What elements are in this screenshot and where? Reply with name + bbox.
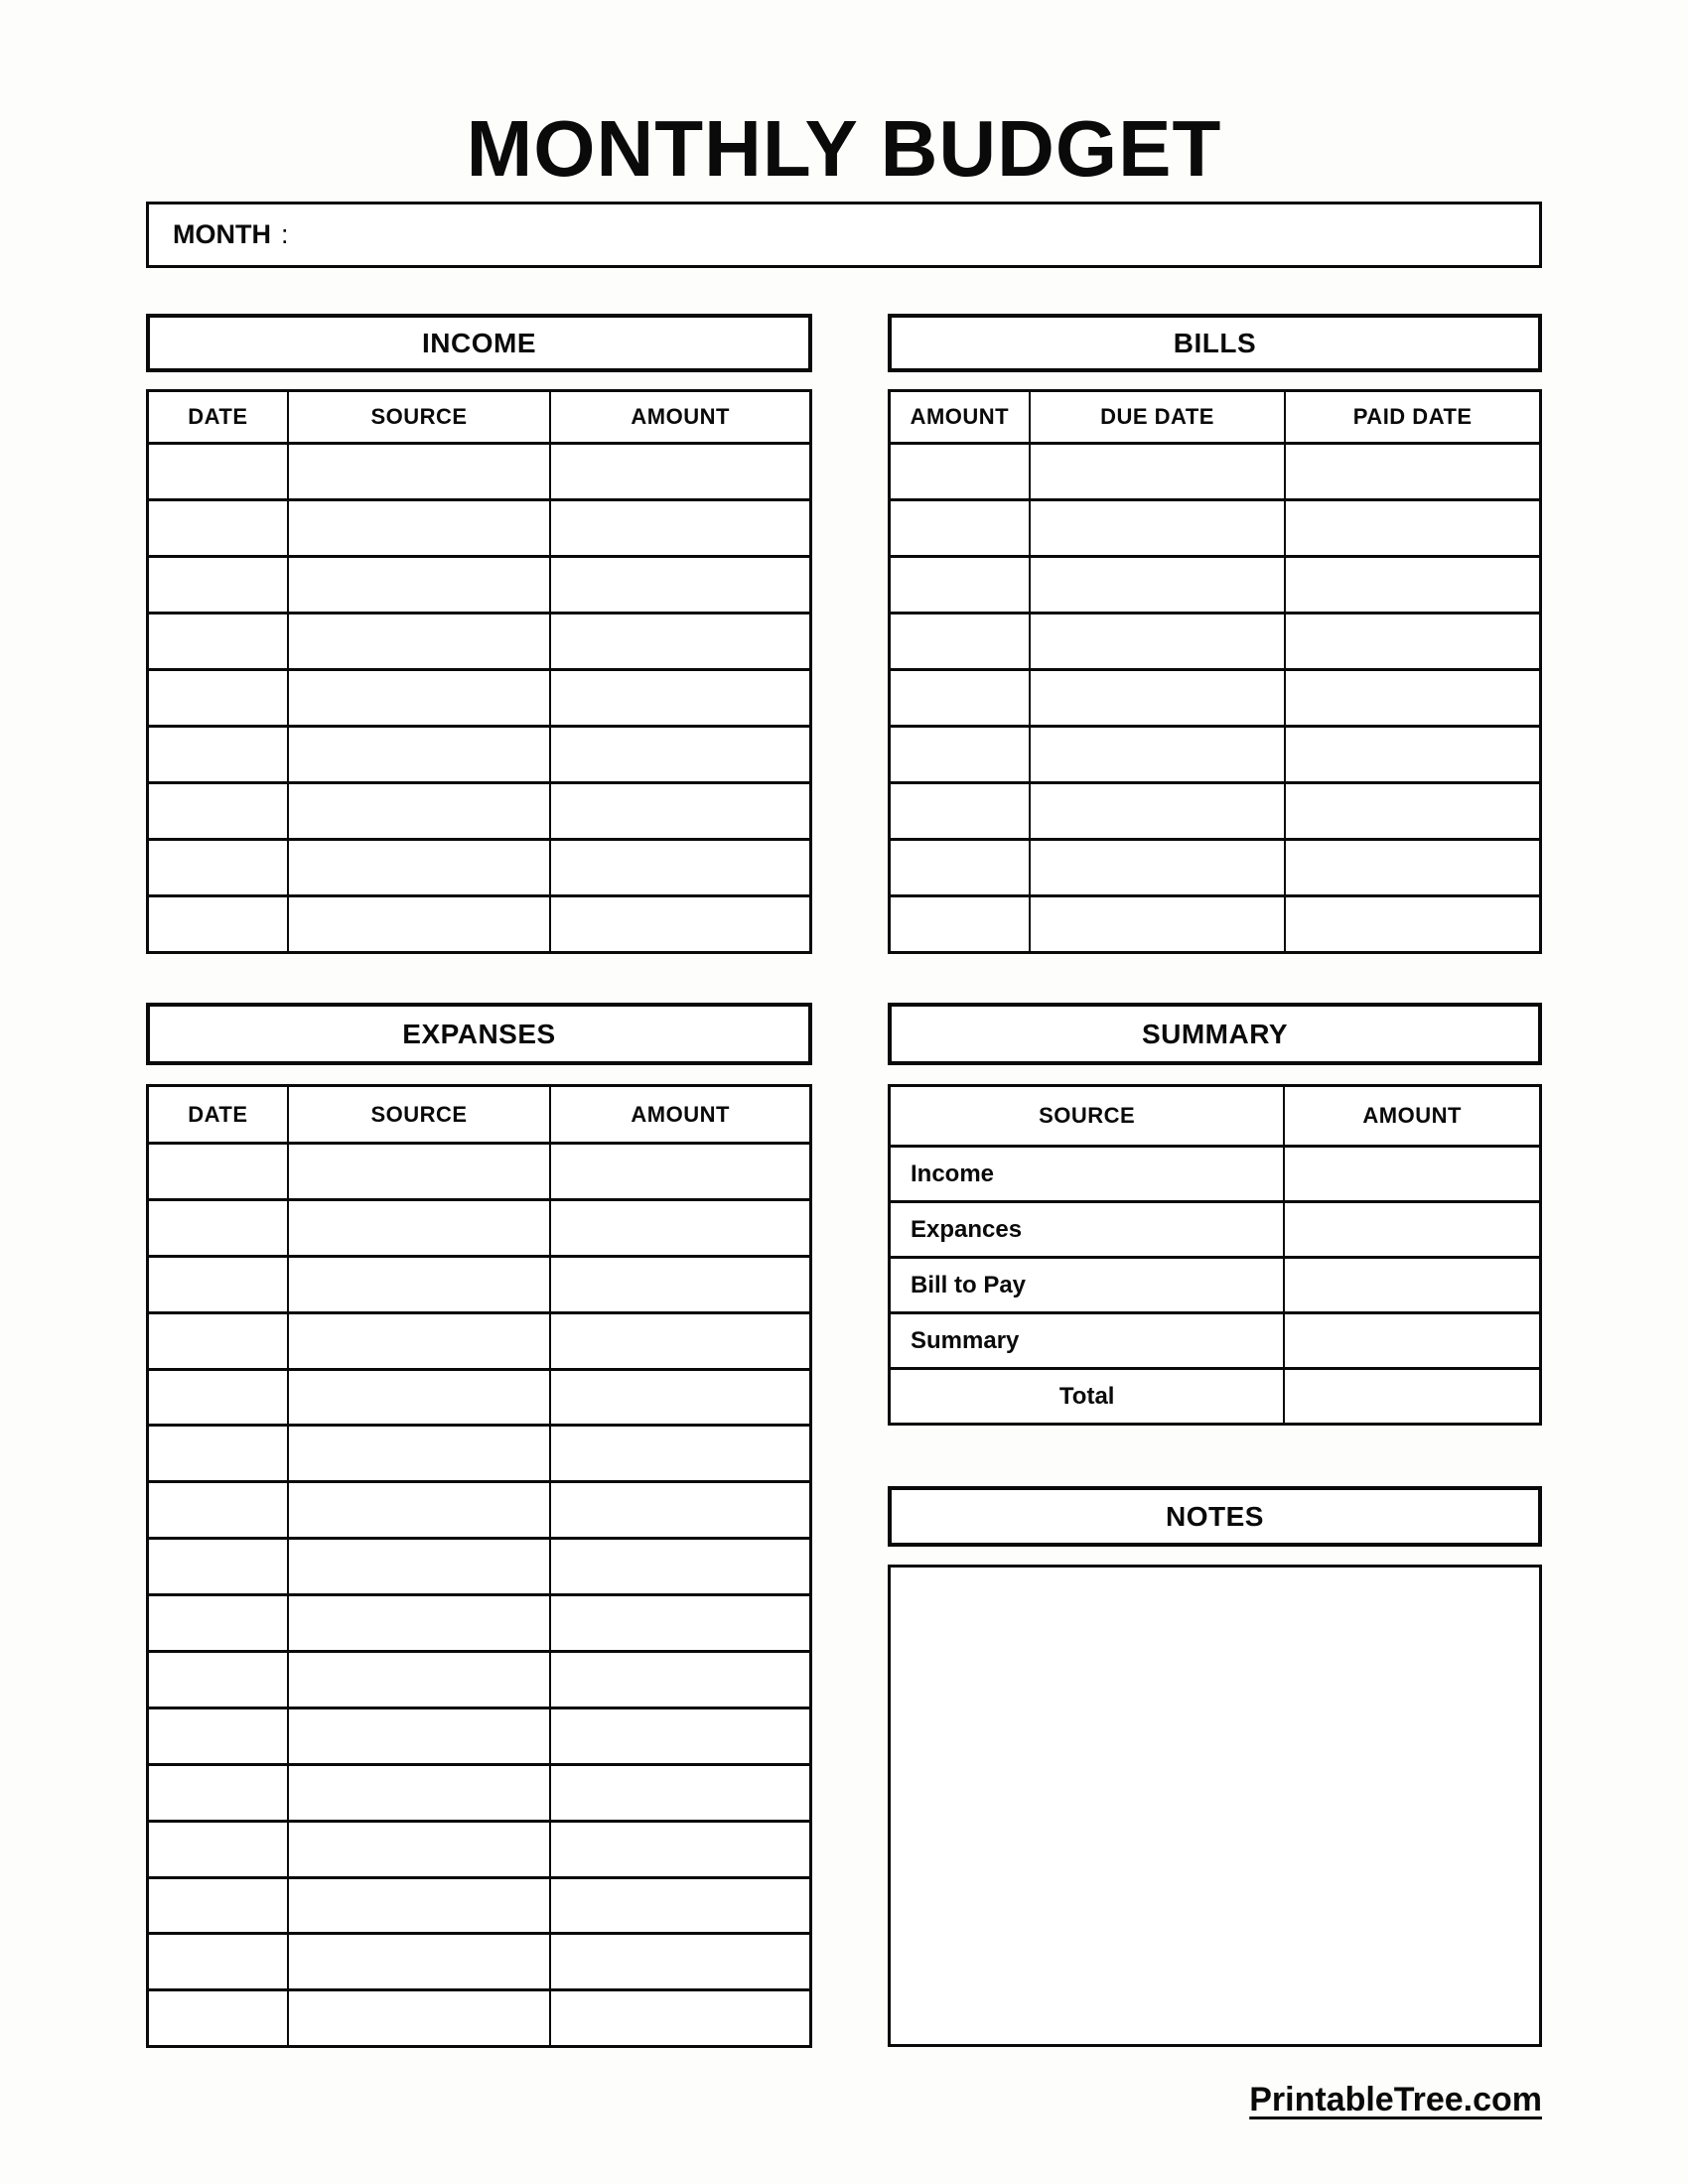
table-cell (1284, 668, 1539, 725)
table-cell (891, 555, 1029, 612)
table-cell (287, 1820, 550, 1876)
table-cell (1029, 781, 1285, 838)
table-cell (287, 1763, 550, 1820)
table-cell (149, 781, 287, 838)
table-cell (1029, 894, 1285, 951)
summary-row-label: Summary (891, 1311, 1283, 1367)
table-cell (287, 1932, 550, 1988)
table-cell (1284, 555, 1539, 612)
table-cell (149, 442, 287, 498)
table-cell (1284, 612, 1539, 668)
table-cell (549, 781, 809, 838)
table-cell (549, 1255, 809, 1311)
column-header: DATE (188, 1101, 248, 1127)
column-header: AMOUNT (549, 392, 809, 442)
table-cell (549, 442, 809, 498)
table-cell (149, 1537, 287, 1593)
table-cell (549, 1932, 809, 1988)
table-cell (149, 1480, 287, 1537)
table-cell (287, 1311, 550, 1368)
table-cell (149, 555, 287, 612)
table-cell (1283, 1145, 1539, 1200)
table-cell (287, 1706, 550, 1763)
column-header: DATE (188, 404, 248, 429)
page-title: MONTHLY BUDGET (466, 104, 1222, 193)
table-cell (1029, 725, 1285, 781)
table-cell (287, 894, 550, 951)
table-cell (1283, 1200, 1539, 1256)
table-cell (549, 498, 809, 555)
summary-row-label: Bill to Pay (891, 1256, 1283, 1311)
table-cell (1284, 894, 1539, 951)
summary-total-label: Total (891, 1367, 1283, 1423)
table-cell (287, 1480, 550, 1537)
table-cell (287, 555, 550, 612)
table-cell (287, 1368, 550, 1425)
table-cell (149, 1820, 287, 1876)
table-cell (287, 1537, 550, 1593)
table-cell (1029, 498, 1285, 555)
table-cell (149, 1424, 287, 1480)
table-cell (287, 725, 550, 781)
column-header: AMOUNT (549, 1087, 809, 1142)
column-header: SOURCE (1039, 1103, 1136, 1128)
table-cell (549, 1368, 809, 1425)
table-cell (1284, 838, 1539, 894)
table-cell (1284, 442, 1539, 498)
table-cell (287, 612, 550, 668)
table-cell (549, 1537, 809, 1593)
table-cell (549, 1593, 809, 1650)
table-cell (549, 1424, 809, 1480)
table-cell (891, 498, 1029, 555)
table-cell (1283, 1311, 1539, 1367)
table-cell (891, 781, 1029, 838)
table-cell (1029, 838, 1285, 894)
table-cell (149, 725, 287, 781)
footer-site-link[interactable]: PrintableTree.com (1249, 2081, 1542, 2118)
month-label: MONTH (173, 219, 271, 249)
table-cell (549, 1706, 809, 1763)
table-cell (149, 1876, 287, 1933)
table-cell (149, 1142, 287, 1198)
table-cell (549, 1650, 809, 1706)
summary-section-title: SUMMARY (888, 1003, 1542, 1065)
column-header: SOURCE (287, 392, 550, 442)
table-cell (549, 725, 809, 781)
table-cell (149, 1593, 287, 1650)
table-cell (1029, 668, 1285, 725)
table-cell (1283, 1256, 1539, 1311)
table-cell (149, 498, 287, 555)
table-cell (149, 838, 287, 894)
table-cell (149, 1650, 287, 1706)
table-cell (549, 1142, 809, 1198)
expanses-section-title: EXPANSES (146, 1003, 812, 1065)
table-cell (149, 1311, 287, 1368)
table-cell (549, 1480, 809, 1537)
table-cell (149, 1932, 287, 1988)
table-cell (287, 1988, 550, 2045)
column-header: AMOUNT (910, 404, 1010, 429)
column-header: DUE DATE (1029, 392, 1285, 442)
table-cell (287, 1650, 550, 1706)
summary-row-label: Expances (891, 1200, 1283, 1256)
table-cell (1284, 498, 1539, 555)
table-cell (891, 612, 1029, 668)
table-cell (149, 1255, 287, 1311)
table-cell (549, 555, 809, 612)
table-cell (1284, 781, 1539, 838)
table-cell (891, 838, 1029, 894)
table-cell (1029, 555, 1285, 612)
table-cell (287, 498, 550, 555)
month-box (146, 202, 1542, 268)
table-cell (1284, 725, 1539, 781)
table-cell (549, 894, 809, 951)
table-cell (149, 668, 287, 725)
column-header: AMOUNT (1283, 1087, 1539, 1145)
table-cell (287, 1255, 550, 1311)
table-cell (549, 1988, 809, 2045)
notes-section-title: NOTES (888, 1486, 1542, 1547)
summary-row-label: Income (891, 1145, 1283, 1200)
table-cell (287, 838, 550, 894)
bills-section-title: BILLS (888, 314, 1542, 372)
table-cell (287, 1142, 550, 1198)
table-cell (891, 725, 1029, 781)
table-cell (149, 894, 287, 951)
table-cell (287, 1876, 550, 1933)
table-cell (287, 442, 550, 498)
table-cell (1283, 1367, 1539, 1423)
column-header: PAID DATE (1284, 392, 1539, 442)
table-cell (891, 894, 1029, 951)
table-cell (891, 668, 1029, 725)
table-cell (287, 781, 550, 838)
income-section-title: INCOME (146, 314, 812, 372)
summary-table (888, 1084, 1542, 1426)
table-cell (549, 1876, 809, 1933)
expanses-table (146, 1084, 812, 2048)
table-cell (149, 1763, 287, 1820)
table-cell (549, 1763, 809, 1820)
table-cell (149, 1368, 287, 1425)
table-cell (549, 1311, 809, 1368)
table-cell (287, 668, 550, 725)
table-cell (1029, 442, 1285, 498)
table-cell (1029, 612, 1285, 668)
table-cell (549, 668, 809, 725)
bills-table (888, 389, 1542, 954)
column-header: SOURCE (287, 1087, 550, 1142)
notes-box (888, 1565, 1542, 2047)
month-colon: : (280, 219, 289, 249)
table-cell (149, 1988, 287, 2045)
table-cell (549, 612, 809, 668)
table-cell (287, 1593, 550, 1650)
table-cell (149, 1198, 287, 1255)
income-table (146, 389, 812, 954)
table-cell (287, 1424, 550, 1480)
table-cell (287, 1198, 550, 1255)
table-cell (891, 442, 1029, 498)
table-cell (549, 838, 809, 894)
table-cell (149, 1706, 287, 1763)
table-cell (549, 1820, 809, 1876)
table-cell (149, 612, 287, 668)
table-cell (549, 1198, 809, 1255)
